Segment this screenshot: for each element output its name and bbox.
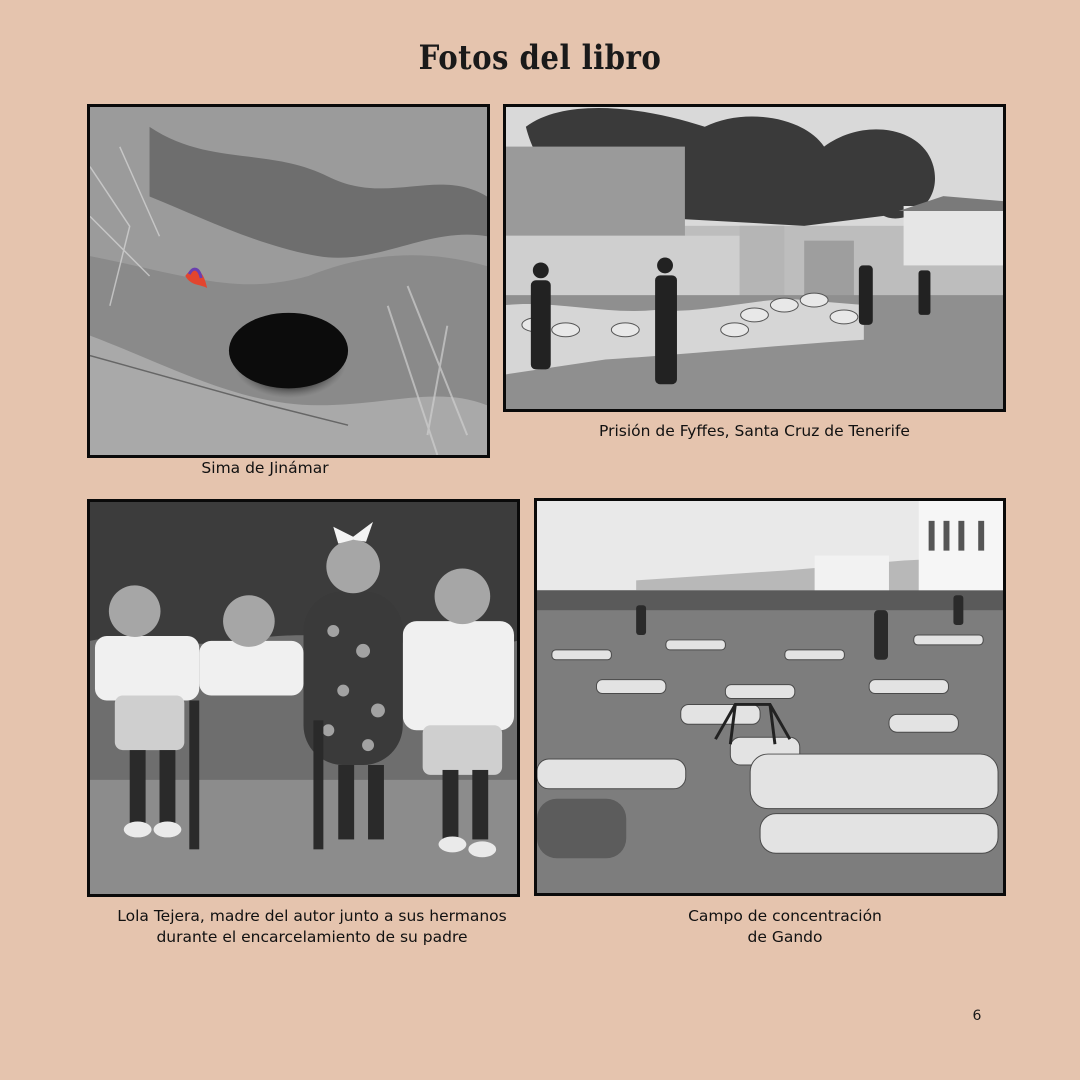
photo-lola-tejera: [87, 499, 520, 897]
caption-campo-de-gando: [580, 906, 990, 948]
caption-sima-de-jinamar: Sima de Jinámar: [201, 459, 329, 477]
page-number: 6: [972, 1008, 982, 1024]
caption-prision-de-fyffes: Prisión de Fyffes, Santa Cruz de Tenerife: [599, 422, 910, 440]
caption-gando-line-1: Campo de concentración: [688, 907, 882, 925]
caption-gando-line-2: de Gando: [747, 928, 823, 946]
photo-sima-de-jinamar: [87, 104, 490, 458]
photo-prision-de-fyffes: [503, 104, 1006, 412]
photo-campo-de-gando: [534, 498, 1006, 896]
page-title: Fotos del libro: [418, 38, 662, 78]
caption-lola-tejera: Lola Tejera, madre del autor junto a sus hermanos durante el encarcelamiento de su padre: [117, 907, 507, 946]
